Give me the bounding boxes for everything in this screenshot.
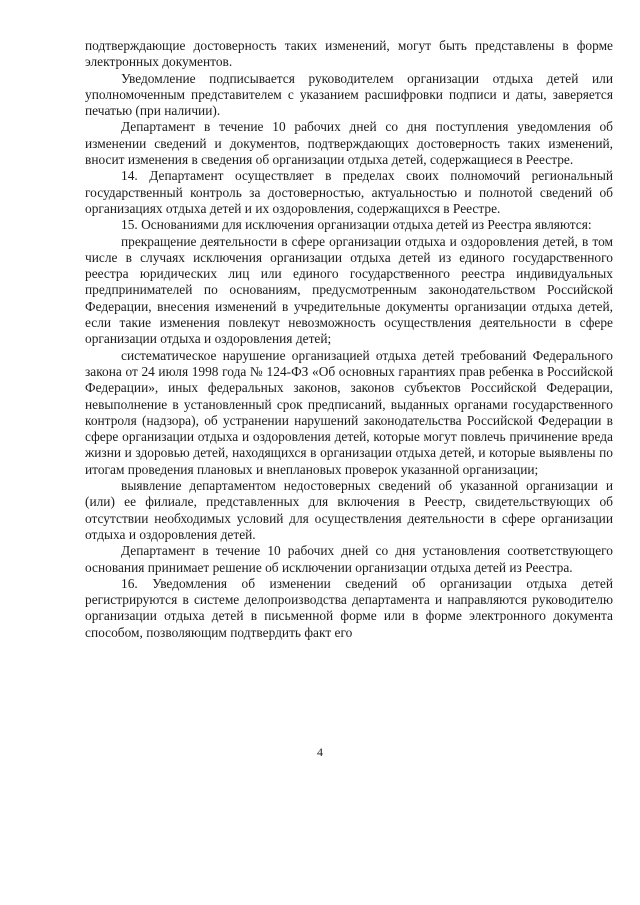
paragraph-ground-false-info: выявление департаментом недостоверных сведений об указанной организации и (или) ее филиале, представленных для включения в Реестр, свидетельствующих об отсутствии необходимых условий для осуществления деятельности в сфере организации отдыха и оздоровления детей.: [85, 478, 613, 542]
paragraph-item-16: 16. Уведомления об изменении сведений об организации отдыха детей регистрируются в системе делопроизводства департамента и направляются руководителю организации отдыха детей в письменной форме или в форме электронного документа способом, позволяющим подтвердить факт его: [85, 575, 613, 640]
document-body: [85, 38, 613, 641]
paragraph-exclusion-decision: Департамент в течение 10 рабочих дней со дня установления соответствующего основания принимает решение об исключении организации отдыха детей из Реестра.: [85, 543, 613, 575]
paragraph-item-15: 15. Основаниями для исключения организации отдыха детей из Реестра являются:: [121, 217, 592, 233]
page-number: 4: [317, 745, 323, 759]
paragraph-department-changes: Департамент в течение 10 рабочих дней со дня поступления уведомления об изменении сведений и документов, подтверждающих достоверность таких изменений, вносит изменения в сведения об организации отдыха детей, содержащиеся в Реестре.: [85, 119, 613, 168]
paragraph-continuation: подтверждающие достоверность таких изменений, могут быть представлены в форме электронных документов.: [85, 38, 613, 70]
paragraph-item-14: 14. Департамент осуществляет в пределах своих полномочий региональный государственный контроль за достоверностью, актуальностью и полнотой сведений об организациях отдыха детей и их оздоровления, содержащихся в Реестре.: [85, 168, 613, 216]
paragraph-notification-signature: Уведомление подписывается руководителем организации отдыха детей или уполномоченным представителем с указанием расшифровки подписи и даты, заверяется печатью (при наличии).: [85, 70, 613, 119]
paragraph-ground-termination: прекращение деятельности в сфере организации отдыха и оздоровления детей, в том числе в случаях исключения организации отдыха детей из единого государственного реестра юридических лиц или единого государственного реестра индивидуальных предпринимателей по основаниям, предусмотренным законодательством Российской Федерации, внесения изменений в учредительные документы организации отдыха детей, если такие изменения повлекут невозможность осуществления деятельности в сфере организации отдыха и оздоровления детей;: [85, 233, 613, 347]
paragraph-ground-violation: систематическое нарушение организацией отдыха детей требований Федерального закона от 24 июля 1998 года № 124-ФЗ «Об основных гарантиях прав ребенка в Российской Федерации», иных федеральных законов, законов субъектов Российской Федерации, невыполнение в установленный срок предписаний, выданных органами государственного контроля (надзора), об устранении нарушений законодательства Российской Федерации в сфере организации отдыха и оздоровления детей, которые могут повлечь причинение вреда жизни и здоровью детей, находящихся в организации отдыха детей, и которые выявлены по итогам проведения плановых и внеплановых проверок указанной организации;: [85, 347, 613, 477]
